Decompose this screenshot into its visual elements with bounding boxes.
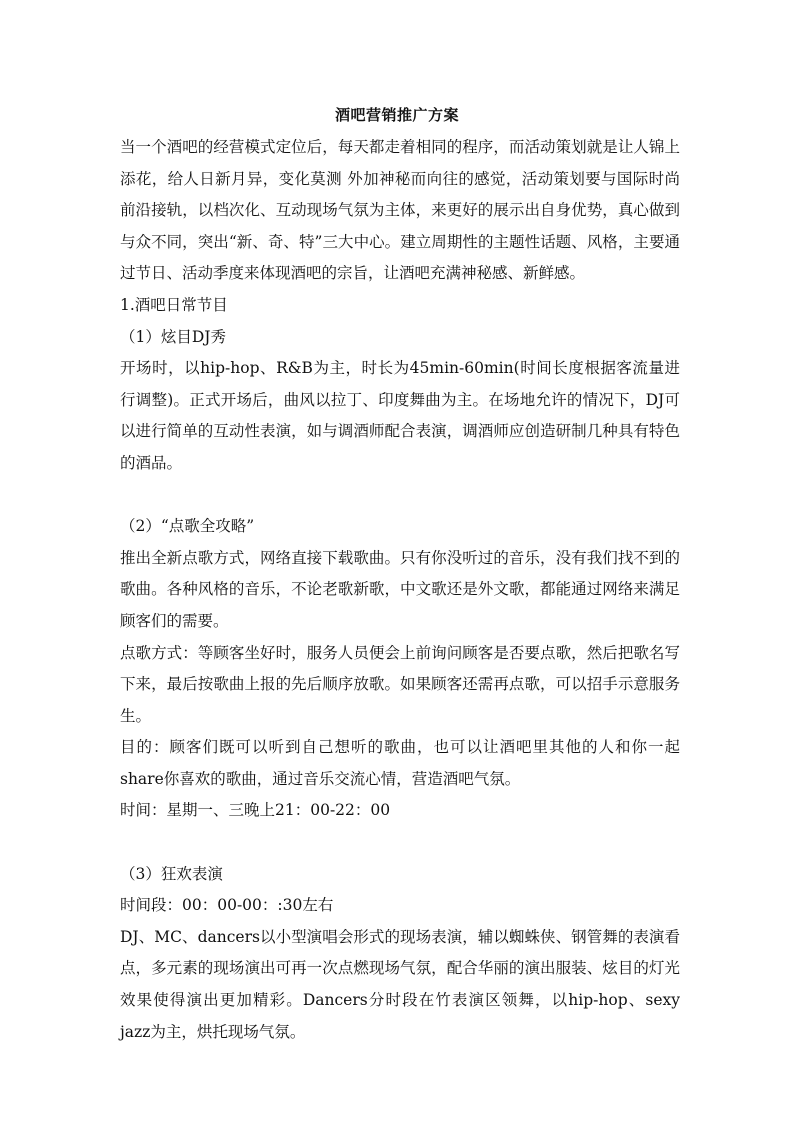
document-title: 酒吧营销推广方案 — [334, 106, 459, 124]
blank-line — [120, 827, 680, 859]
blank-line — [120, 480, 680, 512]
section-heading-daily-programs: 1.酒吧日常节目 — [120, 295, 228, 314]
song-request-paragraph: 推出全新点歌方式，网络直接下载歌曲。只有你没听过的音乐，没有我们找不到的歌曲。各种风格的音乐，不论老歌新歌，中文歌还是外文歌，都能通过网络来满足顾客们的需要。 — [120, 548, 680, 630]
document-body — [120, 132, 680, 1048]
carnival-show-paragraph: DJ、MC、dancers以小型演唱会形式的现场表演，辅以蜘蛛侠、钢管舞的表演看点，多元素的现场演出可再一次点燃现场气氛，配合华丽的演出服装、炫目的灯光效果使得演出更加精彩。Dancers分时段在竹表演区领舞，以hip-hop、sexy jazz为主，烘托现场气氛。 — [120, 927, 680, 1041]
song-request-purpose-paragraph: 目的：顾客们既可以听到自己想听的歌曲，也可以让酒吧里其他的人和你一起share你喜欢的歌曲，通过音乐交流心情，营造酒吧气氛。 — [120, 738, 680, 788]
subsection-heading-song-request: （2）“点歌全攻略” — [120, 517, 255, 536]
song-request-method-paragraph: 点歌方式：等顾客坐好时，服务人员便会上前询问顾客是否要点歌，然后把歌名写下来，最后按歌曲上报的先后顺序放歌。如果顾客还需再点歌，可以招手示意服务生。 — [120, 643, 680, 725]
carnival-show-time-paragraph: 时间段：00：00-00：:30左右 — [120, 896, 334, 915]
song-request-time-paragraph: 时间：星期一、三晚上21：00-22：00 — [120, 801, 391, 820]
intro-paragraph: 当一个酒吧的经营模式定位后，每天都走着相同的程序，而活动策划就是让人锦上添花，给人日新月异，变化莫测 外加神秘而向往的感觉，活动策划要与国际时尚前沿接轨，以档次化、互动现场气氛为主体，来更好的展示出自身优势，真心做到与众不同，突出“新、奇、特”三大中心。建立周期性的主题性话题、风格，主要通过节日、活动季度来体现酒吧的宗旨，让酒吧充满神秘感、新鲜感。 — [120, 138, 680, 283]
subsection-heading-dj-show: （1）炫目DJ秀 — [120, 327, 227, 346]
subsection-heading-carnival-show: （3）狂欢表演 — [120, 864, 223, 883]
dj-show-paragraph: 开场时，以hip-hop、R&B为主，时长为45min-60min(时间长度根据客流量进行调整)。正式开场后，曲风以拉丁、印度舞曲为主。在场地允许的情况下，DJ可以进行简单的互动性表演，如与调酒师配合表演，调酒师应创造研制几种具有特色的酒品。 — [120, 359, 680, 472]
